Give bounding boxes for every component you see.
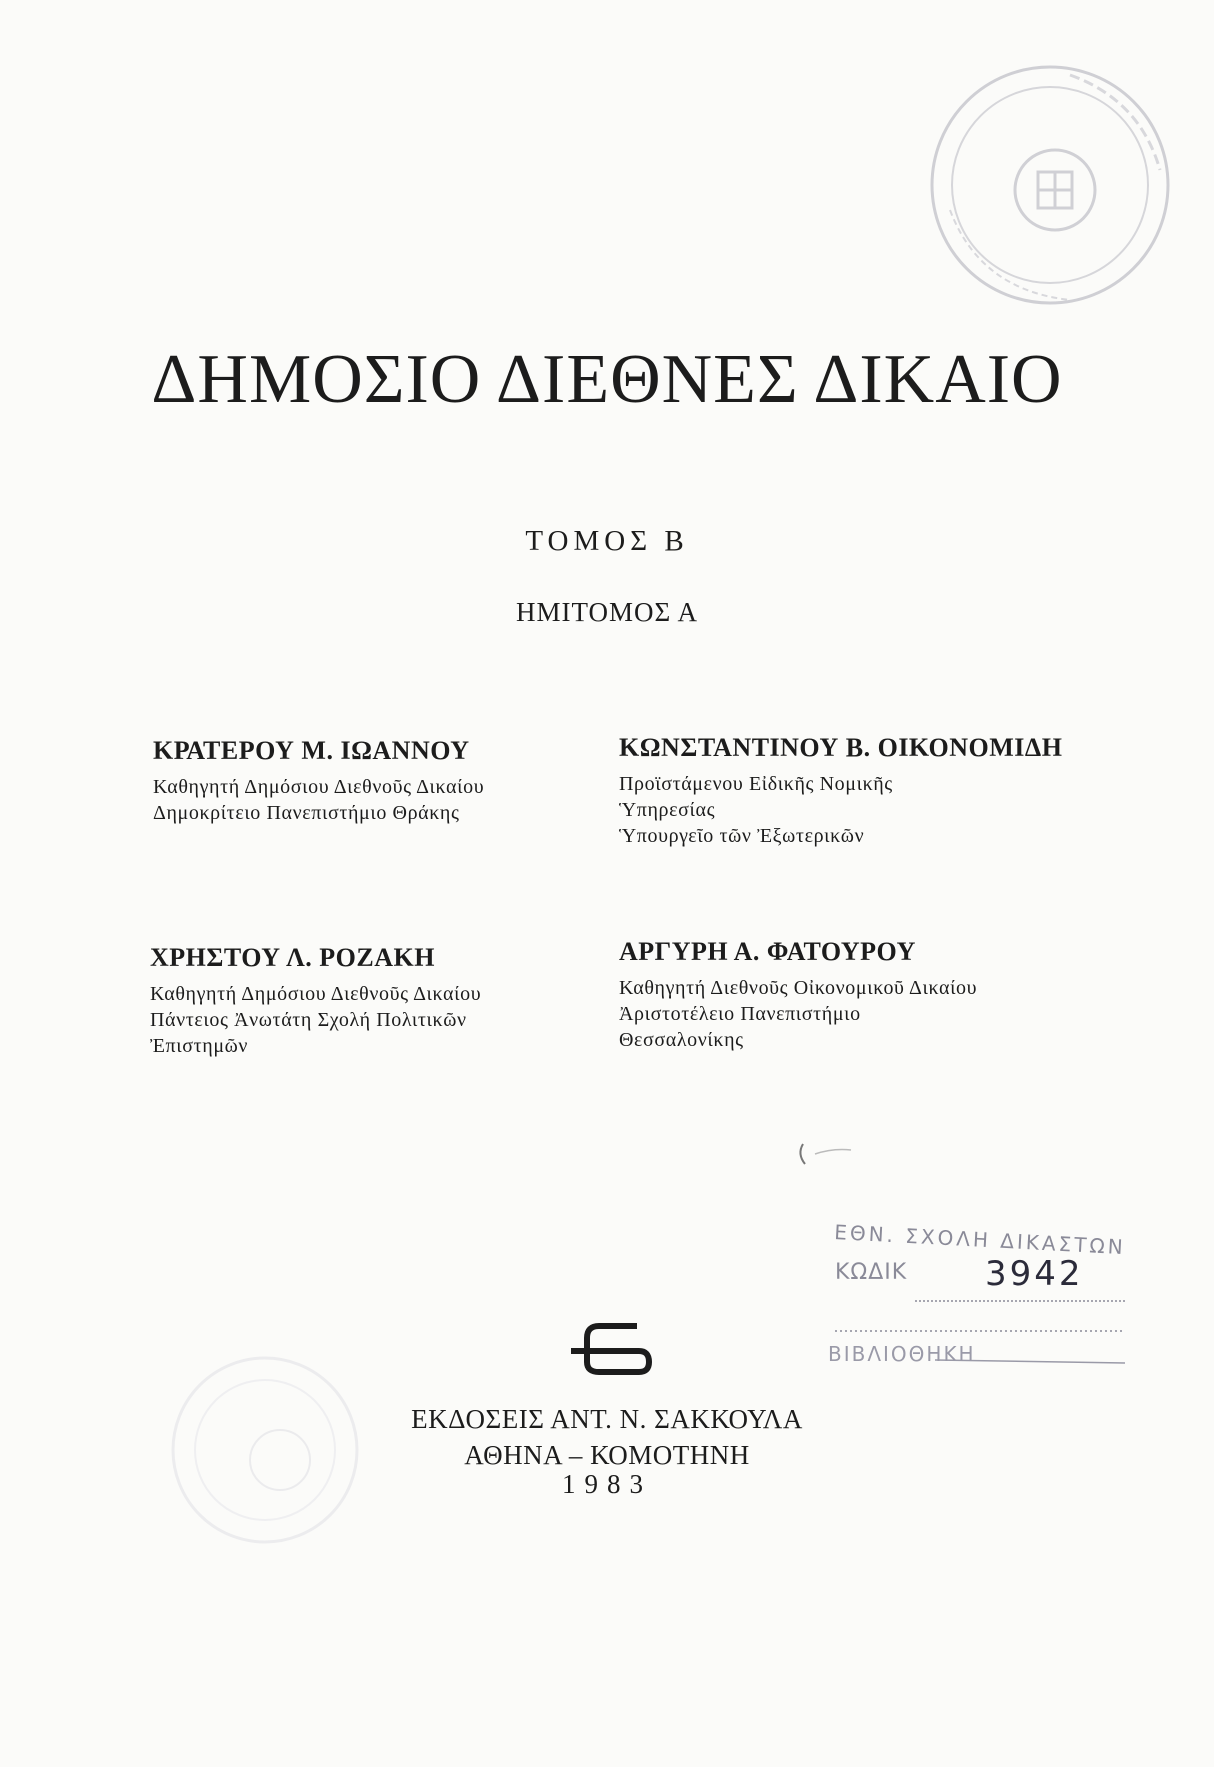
author-affiliation-line: Ἐπιστημῶν bbox=[150, 1035, 249, 1057]
author-affiliation-line: Ὑπουργεῖο τῶν Ἐξωτερικῶν bbox=[619, 825, 865, 847]
author-affiliation-line: Ἀριστοτέλειο Πανεπιστήμιο bbox=[619, 1003, 861, 1025]
half-volume-label: ΗΜΙΤΟΜΟΣ Α bbox=[516, 597, 698, 627]
author-affiliation-line: Πάντειος Ἀνωτάτη Σχολή Πολιτικῶν bbox=[150, 1009, 467, 1031]
author-name: ΧΡΗΣΤΟΥ Λ. ΡΟΖΑΚΗ bbox=[150, 943, 435, 972]
pencil-mark-icon bbox=[795, 1140, 855, 1170]
publisher-block bbox=[0, 1401, 1214, 1473]
author-block-fatouros bbox=[619, 937, 977, 1053]
sakkoulas-logo bbox=[569, 1318, 669, 1378]
volume-label: ΤΟΜΟΣ Β bbox=[525, 525, 689, 557]
author-affiliation-line: Ὑπηρεσίας bbox=[619, 799, 716, 821]
author-block-ioannou bbox=[153, 736, 484, 826]
library-stamp-school: ΕΘΝ. ΣΧΟΛΗ ΔΙΚΑΣΤΩΝ bbox=[833, 1220, 1127, 1260]
author-affiliation-line: Καθηγητή Διεθνοῦς Οἰκονομικοῦ Δικαίου bbox=[619, 977, 978, 999]
author-affiliation-line: Προϊστάμενου Εἰδικῆς Νομικῆς bbox=[619, 773, 893, 795]
author-name: ΚΩΝΣΤΑΝΤΙΝΟΥ Β. ΟΙΚΟΝΟΜΙΔΗ bbox=[619, 733, 1063, 762]
library-stamp bbox=[828, 1220, 1135, 1390]
publication-year: 1983 bbox=[562, 1469, 652, 1499]
library-stamp-library: ΒΙΒΛΙΟΘΗΚΗ bbox=[828, 1342, 976, 1366]
publication-place: ΑΘΗΝΑ – ΚΟΜΟΤΗΝΗ bbox=[464, 1440, 750, 1470]
author-block-rozakis bbox=[150, 943, 481, 1059]
author-name: ΚΡΑΤΕΡΟΥ Μ. ΙΩΑΝΝΟΥ bbox=[153, 736, 470, 765]
author-name: ΑΡΓΥΡΗ Α. ΦΑΤΟΥΡΟΥ bbox=[619, 937, 916, 966]
library-stamp-code-label: ΚΩΔΙΚ bbox=[835, 1260, 908, 1285]
publisher-name: ΕΚΔΟΣΕΙΣ ΑΝΤ. Ν. ΣΑΚΚΟΥΛΑ bbox=[411, 1404, 803, 1434]
author-affiliation-line: Δημοκρίτειο Πανεπιστήμιο Θράκης bbox=[153, 802, 460, 824]
author-block-oikonomidis bbox=[619, 733, 1062, 849]
library-seal-icon bbox=[880, 60, 1180, 320]
book-title: ΔΗΜΟΣΙΟ ΔΙΕΘΝΕΣ ΔΙΚΑΙΟ bbox=[151, 341, 1063, 418]
author-affiliation-line: Καθηγητή Δημόσιου Διεθνοῦς Δικαίου bbox=[153, 776, 485, 798]
library-stamp-code-value: 3942 bbox=[985, 1254, 1084, 1294]
author-affiliation-line: Καθηγητή Δημόσιου Διεθνοῦς Δικαίου bbox=[150, 983, 482, 1005]
author-affiliation-line: Θεσσαλονίκης bbox=[619, 1029, 744, 1051]
